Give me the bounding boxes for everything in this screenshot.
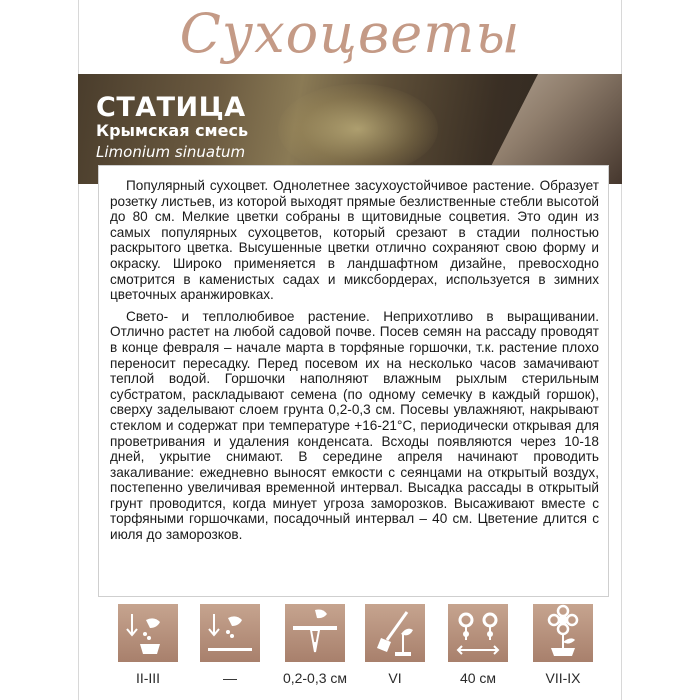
planting-interval-icon — [448, 604, 508, 662]
transplant-icon — [365, 604, 425, 662]
icon-cell-depth — [280, 604, 350, 686]
direct-sowing-icon — [200, 604, 260, 662]
sowing-depth-icon — [285, 604, 345, 662]
description-text — [110, 178, 599, 549]
description-paragraph-2: Свето- и теплолюбивое растение. Неприхотливо в выращивании. Отлично растет на любой садовой почве. Посев семян на рассаду проводят в конце февраля – начале марта в торфяные горшочки, т.к. растение плохо переносит пересадку. Перед посевом их на несколько часов замачивают теплой водой. Горшочки наполняют влажным рыхлым стерильным субстратом, раскладывают семена (по одному семечку в каждый горшок), сверху заделывают слоем грунта 0,2-0,3 см. Посевы увлажняют, накрывают стеклом и содержат при температуре +16-21°С, периодически открывая для проветривания и удаления конденсата. Всходы появляются через 10-18 дней, укрытие снимают. В середине апреля начинают проводить закаливание: ежедневно выносят емкости с сеянцами на открытый воздух, постепенно увеличивая временной интервал. Высадка рассады в открытый грунт проводится, когда минует угроза заморозков. Высаживают вместе с торфяными горшочками, посадочный интервал – 40 см. Цветение длится с июля до заморозков. — [110, 308, 599, 543]
product-subtitle: Крымская смесь — [96, 121, 249, 140]
icon-cell-interval — [443, 604, 513, 686]
product-title: СТАТИЦА — [96, 92, 246, 123]
seedling-sowing-icon — [118, 604, 178, 662]
description-paragraph-1: Популярный сухоцвет. Однолетнее засухоустойчивое растение. Образует розетку листьев, из которой выходят прямые безлиственные стебли высотой до 80 см. Мелкие цветки собраны в щитовидные соцветия. Это один из самых популярных сухоцветов, который срезают в стадии полностью раскрытого цветка. Высушенные цветки отлично сохраняют свою форму и окраску. Широко применяется в ландшафтном дизайне, превосходно смотрится в каменистых садах и миксбордерах, используется в зимних цветочных аранжировках. — [110, 178, 599, 303]
icon-cell-transplant — [360, 604, 430, 686]
icon-label-direct: — — [223, 670, 237, 686]
latin-name: Limonium sinuatum — [96, 143, 246, 161]
icon-label-transplant: VI — [388, 670, 402, 686]
icon-cell-direct — [195, 604, 265, 686]
brand-title: Сухоцветы — [179, 2, 521, 65]
icon-cell-seedling — [113, 604, 183, 686]
icon-label-depth: 0,2-0,3 см — [282, 670, 348, 686]
flowering-icon — [533, 604, 593, 662]
icon-label-flowering: VII-IX — [545, 670, 581, 686]
growing-icons-row — [78, 604, 622, 700]
banner-flower-image — [278, 84, 438, 174]
icon-label-seedling: II-III — [135, 670, 161, 686]
icon-cell-flowering — [528, 604, 598, 686]
icon-label-interval: 40 см — [459, 670, 497, 686]
